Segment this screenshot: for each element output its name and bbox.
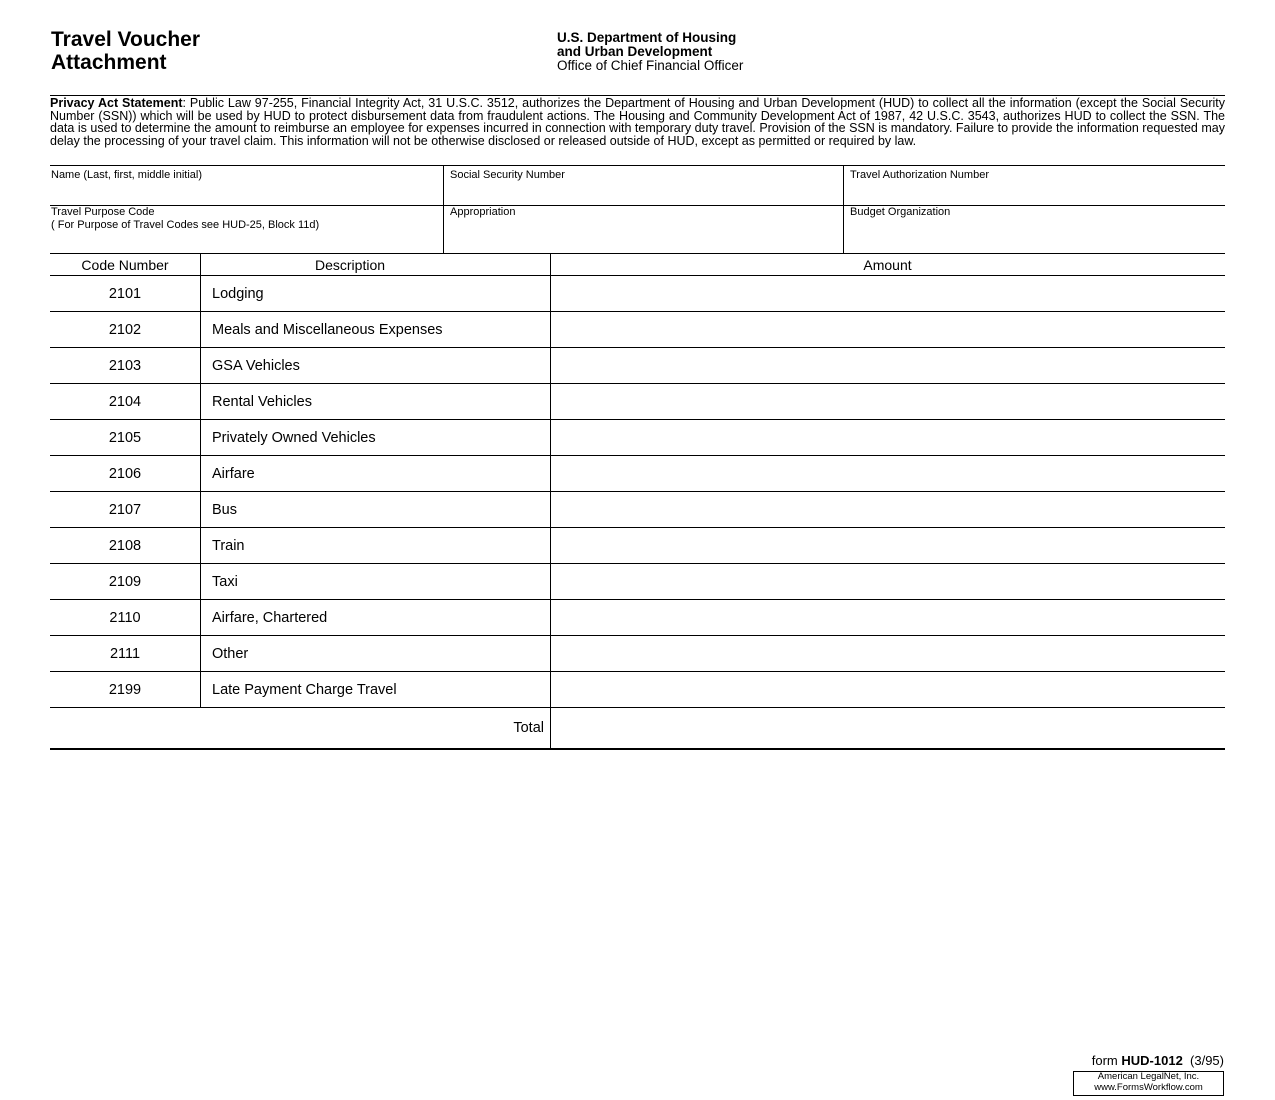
form-title-line2: Attachment	[51, 51, 167, 74]
table-row	[50, 384, 1225, 420]
code-number-cell: 2102	[108, 322, 142, 338]
travel-authorization-label: Travel Authorization Number	[850, 169, 989, 181]
amount-input-cell[interactable]	[550, 276, 1225, 312]
code-number-cell: 2108	[108, 538, 142, 554]
code-number-cell: 2104	[108, 394, 142, 410]
description-cell: Privately Owned Vehicles	[212, 430, 376, 446]
code-number-cell: 2199	[108, 682, 142, 698]
form-number	[1092, 1053, 1224, 1068]
amount-input-cell[interactable]	[550, 600, 1225, 636]
code-number-cell: 2111	[109, 646, 141, 662]
privacy-act-statement	[50, 95, 1225, 147]
ssn-field[interactable]	[450, 169, 565, 182]
description-cell: Train	[212, 538, 245, 554]
table-row	[50, 420, 1225, 456]
agency-line2: and Urban Development	[557, 44, 713, 59]
divider	[50, 165, 1225, 166]
privacy-label: Privacy Act Statement	[50, 96, 183, 110]
table-row	[50, 636, 1225, 672]
form-number-prefix: form	[1091, 1053, 1122, 1068]
table-row	[50, 672, 1225, 708]
amount-input-cell[interactable]	[550, 312, 1225, 348]
publisher-badge	[1073, 1071, 1224, 1096]
divider	[50, 748, 1225, 750]
ssn-field-label: Social Security Number	[450, 169, 565, 181]
table-row	[50, 492, 1225, 528]
amount-input-cell[interactable]	[550, 672, 1225, 708]
amount-input-cell[interactable]	[550, 564, 1225, 600]
amount-input-cell[interactable]	[550, 528, 1225, 564]
code-number-cell: 2103	[108, 358, 142, 374]
table-row	[50, 528, 1225, 564]
description-cell: Lodging	[212, 286, 264, 302]
agency-line1: U.S. Department of Housing	[557, 30, 737, 45]
appropriation-field[interactable]	[450, 206, 515, 219]
description-cell: Other	[212, 646, 249, 662]
travel-purpose-field[interactable]	[51, 206, 319, 232]
amount-input-cell[interactable]	[550, 420, 1225, 456]
column-header-amount: Amount	[863, 257, 912, 273]
divider	[200, 253, 201, 708]
privacy-text: : Public Law 97-255, Financial Integrity Act, 31 U.S.C. 3512, authorizes the Department of Housing and Urban Development (HUD) to collect all the information (except the Social Security Number (SSN)) which will be used by HUD to protect disbursement data from fraudulent actions. The Housing and Community Development Act of 1987, 42 U.S.C. 3543, authorizes HUD to collect the SSN. The data is used to determine the amount to reimburse an employee for expenses incurred in connection with temporary duty travel. Provision of the SSN is mandatory. Failure to provide the information requested may delay the processing of your travel claim. This information will not be otherwise disclosed or released outside of HUD, except as permitted or required by law.	[50, 96, 1225, 148]
column-header-code: Code Number	[81, 257, 169, 273]
description-cell: Rental Vehicles	[212, 394, 312, 410]
code-number-cell: 2110	[109, 610, 141, 626]
travel-purpose-note: ( For Purpose of Travel Codes see HUD-25, Block 11d)	[51, 219, 320, 231]
table-row	[50, 348, 1225, 384]
table-row	[50, 564, 1225, 600]
budget-organization-label: Budget Organization	[850, 206, 951, 218]
total-amount-field[interactable]	[551, 709, 1225, 748]
description-cell: Meals and Miscellaneous Expenses	[212, 322, 443, 338]
divider	[843, 165, 844, 253]
description-cell: Bus	[212, 502, 237, 518]
amount-input-cell[interactable]	[550, 456, 1225, 492]
table-row	[50, 276, 1225, 312]
agency-block	[557, 31, 743, 73]
description-cell: Airfare, Chartered	[212, 610, 328, 626]
code-number-cell: 2105	[108, 430, 142, 446]
publisher-name: American LegalNet, Inc.	[1097, 1071, 1200, 1082]
form-number-date: (3/95)	[1182, 1053, 1224, 1068]
travel-authorization-field[interactable]	[850, 169, 989, 182]
amount-input-cell[interactable]	[550, 492, 1225, 528]
total-row	[50, 708, 550, 748]
description-cell: Airfare	[212, 466, 255, 482]
table-row	[50, 456, 1225, 492]
form-number-id: HUD-1012	[1121, 1053, 1183, 1068]
description-cell: GSA Vehicles	[212, 358, 300, 374]
description-cell: Taxi	[212, 574, 238, 590]
budget-organization-field[interactable]	[850, 206, 950, 219]
form-title	[51, 28, 200, 74]
name-field-label: Name (Last, first, middle initial)	[51, 169, 202, 181]
appropriation-label: Appropriation	[450, 206, 516, 218]
table-row	[50, 312, 1225, 348]
code-number-cell: 2101	[108, 286, 142, 302]
form-title-line1: Travel Voucher	[51, 28, 201, 51]
agency-line3: Office of Chief Financial Officer	[557, 58, 744, 73]
amount-input-cell[interactable]	[550, 384, 1225, 420]
code-number-cell: 2107	[108, 502, 142, 518]
divider	[550, 253, 551, 749]
divider	[443, 165, 444, 253]
code-number-cell: 2109	[108, 574, 142, 590]
travel-purpose-label: Travel Purpose Code	[51, 206, 155, 218]
table-row	[50, 600, 1225, 636]
amount-input-cell[interactable]	[550, 348, 1225, 384]
amount-input-cell[interactable]	[550, 636, 1225, 672]
total-label: Total	[513, 720, 544, 736]
description-cell: Late Payment Charge Travel	[212, 682, 397, 698]
code-number-cell: 2106	[108, 466, 142, 482]
publisher-url: www.FormsWorkflow.com	[1094, 1081, 1203, 1093]
column-header-description: Description	[314, 257, 386, 273]
name-field[interactable]	[51, 169, 202, 182]
divider	[50, 253, 1225, 254]
